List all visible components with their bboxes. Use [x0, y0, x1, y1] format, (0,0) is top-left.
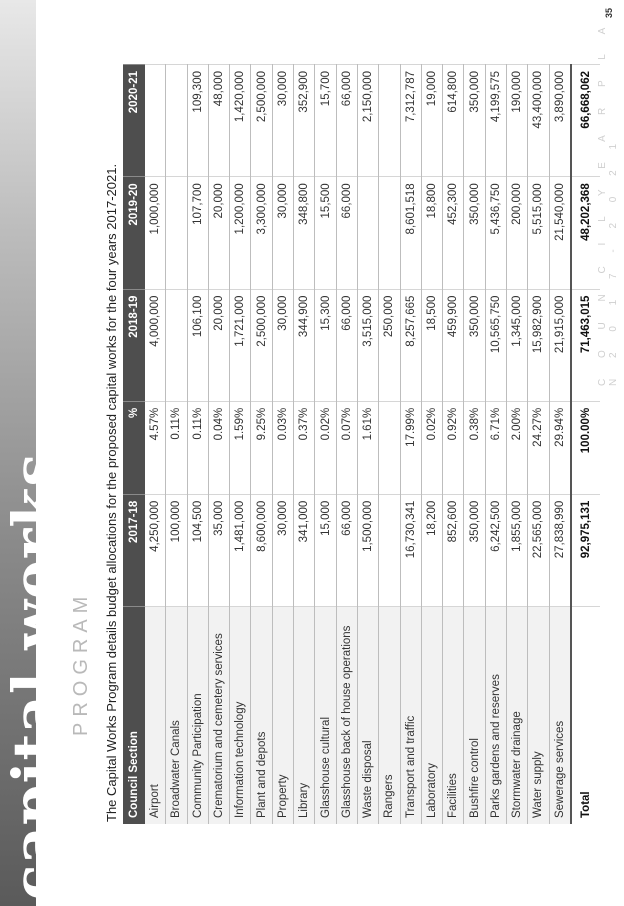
- row-value-cell: 1,345,000: [507, 289, 528, 401]
- row-value-cell: 18,200: [421, 494, 442, 606]
- row-value-cell: 66,000: [336, 494, 357, 606]
- row-value-cell: 350,000: [464, 177, 485, 289]
- col-header-section: Council Section: [123, 607, 145, 825]
- row-value-cell: 29.94%: [549, 401, 571, 494]
- table-total-row: [571, 65, 600, 825]
- table-row: [187, 65, 208, 825]
- row-section-name: Community Participation: [187, 607, 208, 825]
- row-value-cell: 20,000: [208, 177, 229, 289]
- row-value-cell: 30,000: [272, 494, 293, 606]
- row-value-cell: 17.99%: [400, 401, 421, 494]
- table-row: [421, 65, 442, 825]
- row-value-cell: 3,300,000: [251, 177, 272, 289]
- table-row: [230, 65, 251, 825]
- table-row: [528, 65, 549, 825]
- row-value-cell: 5,436,750: [485, 177, 506, 289]
- table-row: [251, 65, 272, 825]
- row-value-cell: 1,500,000: [357, 494, 378, 606]
- table-row: [485, 65, 506, 825]
- row-value-cell: 190,000: [507, 65, 528, 177]
- row-value-cell: 66,000: [336, 177, 357, 289]
- row-value-cell: 4,000,000: [145, 289, 166, 401]
- row-value-cell: 250,000: [379, 289, 400, 401]
- row-value-cell: [166, 65, 187, 177]
- banner-subtitle: PROGRAM: [70, 590, 92, 736]
- table-row: [549, 65, 571, 825]
- row-value-cell: 459,900: [443, 289, 464, 401]
- row-value-cell: 0.07%: [336, 401, 357, 494]
- row-value-cell: 7,312,787: [400, 65, 421, 177]
- table-row: [357, 65, 378, 825]
- row-value-cell: 22,565,000: [528, 494, 549, 606]
- total-value-cell: 48,202,368: [571, 177, 600, 289]
- row-value-cell: [357, 177, 378, 289]
- row-value-cell: 24.27%: [528, 401, 549, 494]
- table-row: [336, 65, 357, 825]
- row-section-name: Glasshouse back of house operations: [336, 607, 357, 825]
- row-value-cell: 1.59%: [230, 401, 251, 494]
- row-value-cell: 30,000: [272, 65, 293, 177]
- row-value-cell: 452,300: [443, 177, 464, 289]
- row-value-cell: 1,420,000: [230, 65, 251, 177]
- row-value-cell: 5,515,000: [528, 177, 549, 289]
- col-header-percent: %: [123, 401, 145, 494]
- row-value-cell: 8,257,665: [400, 289, 421, 401]
- col-header-2018-19: 2018-19: [123, 289, 145, 401]
- table-row: [464, 65, 485, 825]
- row-value-cell: 15,500: [315, 177, 336, 289]
- row-value-cell: 344,900: [294, 289, 315, 401]
- row-value-cell: 0.11%: [187, 401, 208, 494]
- row-section-name: Crematorium and cemetery services: [208, 607, 229, 825]
- table-row: [294, 65, 315, 825]
- row-value-cell: 350,000: [464, 65, 485, 177]
- row-value-cell: 30,000: [272, 177, 293, 289]
- row-value-cell: 1,200,000: [230, 177, 251, 289]
- row-value-cell: 614,800: [443, 65, 464, 177]
- row-value-cell: 1,000,000: [145, 177, 166, 289]
- col-header-2020-21: 2020-21: [123, 65, 145, 177]
- row-value-cell: 30,000: [272, 289, 293, 401]
- row-value-cell: 15,300: [315, 289, 336, 401]
- row-value-cell: 48,000: [208, 65, 229, 177]
- row-value-cell: 352,900: [294, 65, 315, 177]
- capital-works-table: [123, 64, 600, 824]
- row-value-cell: 0.02%: [315, 401, 336, 494]
- row-value-cell: 19,000: [421, 65, 442, 177]
- row-value-cell: 2.00%: [507, 401, 528, 494]
- row-value-cell: 2,150,000: [357, 65, 378, 177]
- row-value-cell: 21,915,000: [549, 289, 571, 401]
- banner-title: capital works: [0, 452, 68, 900]
- table-row: [272, 65, 293, 825]
- row-section-name: Laboratory: [421, 607, 442, 825]
- row-value-cell: 200,000: [507, 177, 528, 289]
- row-value-cell: 0.04%: [208, 401, 229, 494]
- total-value-cell: 66,668,062: [571, 65, 600, 177]
- row-section-name: Property: [272, 607, 293, 825]
- row-value-cell: 35,000: [208, 494, 229, 606]
- row-value-cell: 43,400,000: [528, 65, 549, 177]
- page-number: 35: [604, 7, 614, 18]
- row-section-name: Sewerage services: [549, 607, 571, 825]
- row-value-cell: 3,515,000: [357, 289, 378, 401]
- row-value-cell: 348,800: [294, 177, 315, 289]
- row-value-cell: 66,000: [336, 289, 357, 401]
- row-value-cell: 20,000: [208, 289, 229, 401]
- table-body: [145, 65, 600, 825]
- row-section-name: Water supply: [528, 607, 549, 825]
- row-value-cell: 27,838,990: [549, 494, 571, 606]
- table-row: [443, 65, 464, 825]
- row-value-cell: 0.03%: [272, 401, 293, 494]
- row-value-cell: 4.57%: [145, 401, 166, 494]
- row-value-cell: 3,890,000: [549, 65, 571, 177]
- intro-text: The Capital Works Program details budget allocations for the proposed capital works for the four years 2017-2021.: [104, 163, 119, 822]
- table-row: [507, 65, 528, 825]
- row-section-name: Parks gardens and reserves: [485, 607, 506, 825]
- row-value-cell: 100,000: [166, 494, 187, 606]
- table-header-row: [123, 65, 145, 825]
- row-value-cell: 18,500: [421, 289, 442, 401]
- row-value-cell: 107,700: [187, 177, 208, 289]
- table-row: [400, 65, 421, 825]
- row-value-cell: [379, 401, 400, 494]
- row-section-name: Transport and traffic: [400, 607, 421, 825]
- row-section-name: Glasshouse cultural: [315, 607, 336, 825]
- row-value-cell: [379, 65, 400, 177]
- row-value-cell: 1,855,000: [507, 494, 528, 606]
- row-value-cell: 8,601,518: [400, 177, 421, 289]
- row-value-cell: 15,982,900: [528, 289, 549, 401]
- row-value-cell: 21,540,000: [549, 177, 571, 289]
- table-row: [166, 65, 187, 825]
- row-value-cell: 350,000: [464, 289, 485, 401]
- row-value-cell: 1.61%: [357, 401, 378, 494]
- row-value-cell: 2,500,000: [251, 289, 272, 401]
- row-section-name: Library: [294, 607, 315, 825]
- row-section-name: Airport: [145, 607, 166, 825]
- row-value-cell: [379, 177, 400, 289]
- row-value-cell: 0.11%: [166, 401, 187, 494]
- row-section-name: Broadwater Canals: [166, 607, 187, 825]
- row-value-cell: 16,730,341: [400, 494, 421, 606]
- row-value-cell: 2,500,000: [251, 65, 272, 177]
- row-section-name: Stormwater drainage: [507, 607, 528, 825]
- row-value-cell: 6.71%: [485, 401, 506, 494]
- footer-text: C O U N C I L Y E A R P L A N 2 0 1 7 - 2 0 2 1: [597, 19, 619, 386]
- row-section-name: Facilities: [443, 607, 464, 825]
- total-value-cell: 71,463,015: [571, 289, 600, 401]
- row-value-cell: 0.38%: [464, 401, 485, 494]
- row-value-cell: 15,700: [315, 65, 336, 177]
- row-value-cell: 0.92%: [443, 401, 464, 494]
- table-row: [145, 65, 166, 825]
- row-value-cell: 4,199,575: [485, 65, 506, 177]
- row-value-cell: [166, 177, 187, 289]
- row-section-name: Plant and depots: [251, 607, 272, 825]
- table-row: [379, 65, 400, 825]
- row-value-cell: 8,600,000: [251, 494, 272, 606]
- row-value-cell: [145, 65, 166, 177]
- total-value-cell: 92,975,131: [571, 494, 600, 606]
- table-row: [315, 65, 336, 825]
- row-value-cell: 10,565,750: [485, 289, 506, 401]
- col-header-2017-18: 2017-18: [123, 494, 145, 606]
- row-value-cell: 15,000: [315, 494, 336, 606]
- row-value-cell: 66,000: [336, 65, 357, 177]
- row-value-cell: 106,100: [187, 289, 208, 401]
- row-section-name: Bushfire control: [464, 607, 485, 825]
- row-value-cell: 0.37%: [294, 401, 315, 494]
- row-value-cell: 109,300: [187, 65, 208, 177]
- row-value-cell: 1,721,000: [230, 289, 251, 401]
- row-value-cell: 6,242,500: [485, 494, 506, 606]
- row-value-cell: 9.25%: [251, 401, 272, 494]
- row-section-name: Information technology: [230, 607, 251, 825]
- row-section-name: Rangers: [379, 607, 400, 825]
- row-section-name: Waste disposal: [357, 607, 378, 825]
- row-value-cell: 1,481,000: [230, 494, 251, 606]
- table-row: [208, 65, 229, 825]
- row-value-cell: 350,000: [464, 494, 485, 606]
- col-header-2019-20: 2019-20: [123, 177, 145, 289]
- row-value-cell: 852,600: [443, 494, 464, 606]
- row-value-cell: 0.02%: [421, 401, 442, 494]
- row-value-cell: 341,000: [294, 494, 315, 606]
- row-value-cell: [166, 289, 187, 401]
- total-value-cell: 100.00%: [571, 401, 600, 494]
- capital-works-banner: [0, 0, 92, 906]
- row-value-cell: 18,800: [421, 177, 442, 289]
- row-value-cell: 104,500: [187, 494, 208, 606]
- total-label: Total: [571, 607, 600, 825]
- row-value-cell: 4,250,000: [145, 494, 166, 606]
- row-value-cell: [379, 494, 400, 606]
